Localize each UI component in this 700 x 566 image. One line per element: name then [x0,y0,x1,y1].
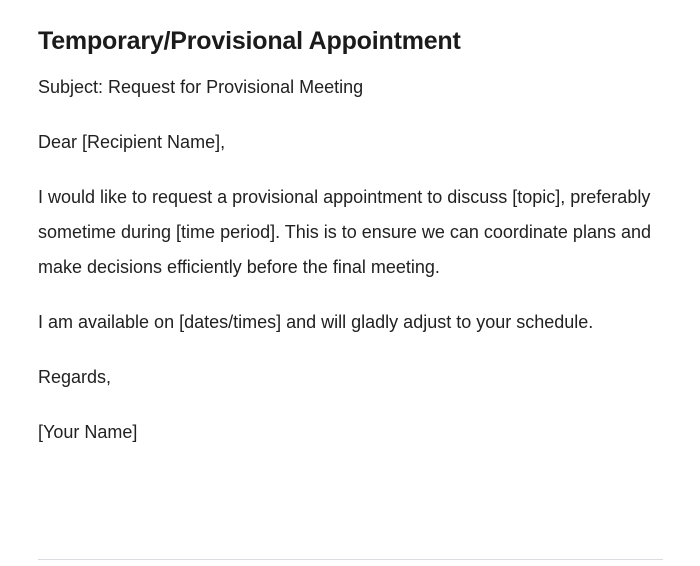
body-paragraph-2: I am available on [dates/times] and will gladly adjust to your schedule. [38,312,594,332]
bottom-divider [38,559,663,560]
body-paragraph-1: I would like to request a provisional appointment to discuss [topic], preferably sometime during [time period]. This is to ensure we can coordinate plans and make decisions efficiently before the final meeting. [38,187,651,277]
signature-placeholder: [Your Name] [38,422,138,442]
page-title: Temporary/Provisional Appointment [38,27,461,55]
subject-line: Subject: Request for Provisional Meeting [38,77,364,97]
closing: Regards, [38,367,112,387]
salutation: Dear [Recipient Name], [38,132,226,152]
